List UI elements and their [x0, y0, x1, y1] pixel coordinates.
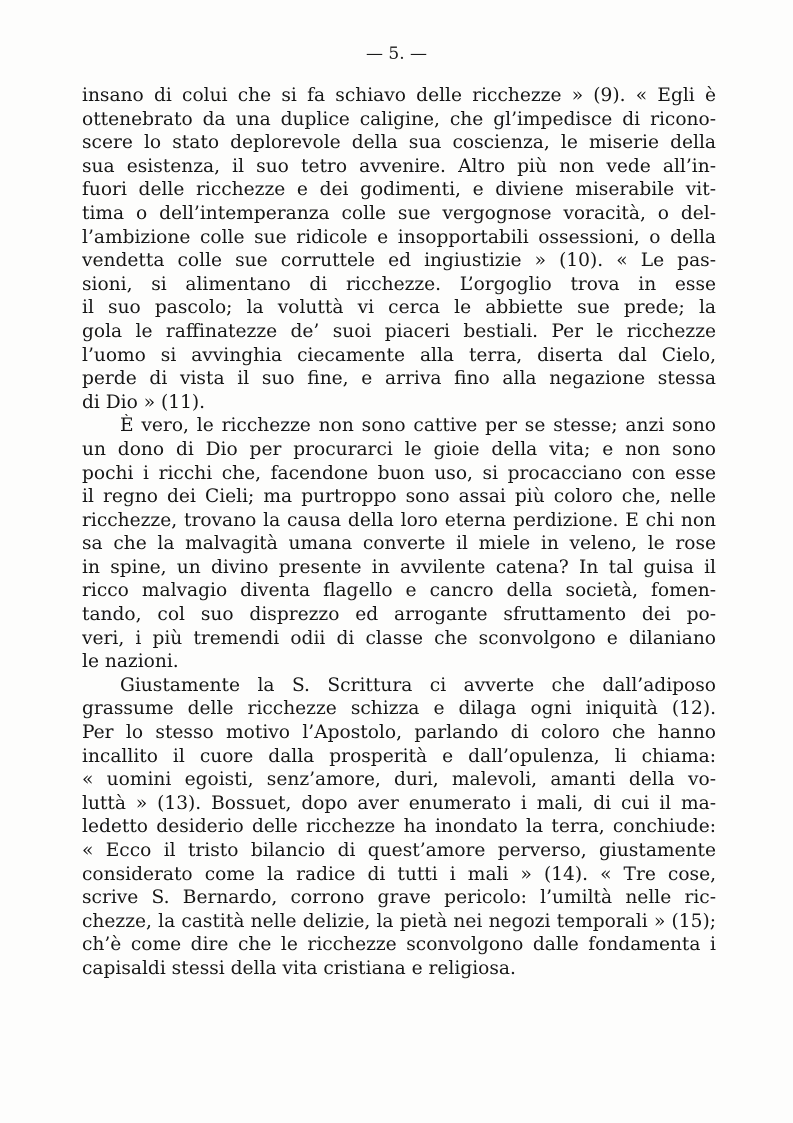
text-line: incallito il cuore dalla prosperità e dall’opulenza, li chiama: — [82, 745, 716, 767]
paragraph-start-line: È vero, le ricchezze non sono cattive per se stesse; anzi sono — [120, 415, 716, 437]
text-line: Per lo stesso motivo l’Apostolo, parlando di coloro che hanno — [82, 722, 716, 744]
text-line: ch’è come dire che le ricchezze sconvolgono dalle fondamenta i — [82, 934, 716, 956]
text-line: in spine, un divino presente in avvilente catena? In tal guisa il — [82, 556, 716, 578]
text-line: scrive S. Bernardo, corrono grave pericolo: l’umiltà nelle ric- — [82, 887, 716, 909]
text-line: ricchezze, trovano la causa della loro eterna perdizione. E chi non — [82, 509, 716, 531]
text-line: luttà » (13). Bossuet, dopo aver enumerato i mali, di cui il ma- — [82, 792, 716, 814]
text-line: tando, col suo disprezzo ed arrogante sfruttamento dei po- — [82, 604, 716, 626]
text-line: « Ecco il tristo bilancio di quest’amore perverso, giustamente — [82, 840, 716, 861]
paragraph-end-line: le nazioni. — [82, 651, 179, 673]
text-line: considerato come la radice di tutti i mali » (14). « Tre cose, — [82, 863, 716, 885]
text-line: ledetto desiderio delle ricchezze ha inondato la terra, conchiude: — [82, 816, 716, 838]
text-line: grassume delle ricchezze schizza e dilaga ogni iniquità (12). — [82, 698, 716, 720]
page-number: — 5. — — [365, 44, 428, 64]
body-text — [82, 84, 716, 981]
text-line: l’uomo si avvinghia ciecamente alla terra, diserta dal Cielo, — [82, 344, 716, 366]
text-line: chezze, la castità nelle delizie, la pietà nei negozi temporali » (15); — [82, 910, 716, 932]
text-line: ricco malvagio diventa flagello e cancro della società, fomen- — [82, 580, 716, 602]
text-line: il suo pascolo; la voluttà vi cerca le abbiette sue prede; la — [82, 297, 716, 319]
text-line: il regno dei Cieli; ma purtroppo sono assai più coloro che, nelle — [82, 486, 716, 508]
paragraph-start-line: Giustamente la S. Scrittura ci avverte che dall’adiposo — [120, 674, 716, 696]
text-line: sa che la malvagità umana converte il miele in veleno, le rose — [82, 533, 716, 555]
text-line: pochi i ricchi che, facendone buon uso, si procacciano con esse — [82, 462, 716, 484]
text-line: « uomini egoisti, senz’amore, duri, malevoli, amanti della vo- — [82, 769, 716, 791]
text-line: vendetta colle sue corruttele ed ingiustizie » (10). « Le pas- — [82, 250, 716, 272]
text-line: veri, i più tremendi odii di classe che sconvolgono e dilaniano — [82, 627, 716, 649]
text-line: insano di colui che si fa schiavo delle ricchezze » (9). « Egli è — [82, 85, 716, 106]
text-line: tima o dell’intemperanza colle sue vergognose voracità, o del- — [82, 202, 716, 224]
text-line: ottenebrato da una duplice caligine, che gl’impedisce di ricono- — [82, 108, 716, 130]
text-line: scere lo stato deplorevole della sua coscienza, le miserie della — [82, 132, 716, 154]
text-line: gola le raffinatezze de’ suoi piaceri bestiali. Per le ricchezze — [82, 320, 716, 342]
text-line: fuori delle ricchezze e dei godimenti, e diviene miserabile vit- — [82, 179, 716, 201]
text-line: perde di vista il suo fine, e arriva fino alla negazione stessa — [82, 368, 716, 390]
text-line: sua esistenza, il suo tetro avvenire. Altro più non vede all’in- — [82, 155, 716, 177]
paragraph-end-line: di Dio » (11). — [82, 391, 206, 413]
paragraph-end-line: capisaldi stessi della vita cristiana e religiosa. — [82, 957, 516, 979]
text-line: sioni, si alimentano di ricchezze. L’orgoglio trova in esse — [82, 273, 716, 295]
text-line: l’ambizione colle sue ridicole e insopportabili ossessioni, o della — [82, 226, 716, 248]
text-line: un dono di Dio per procurarci le gioie della vita; e non sono — [82, 438, 716, 460]
